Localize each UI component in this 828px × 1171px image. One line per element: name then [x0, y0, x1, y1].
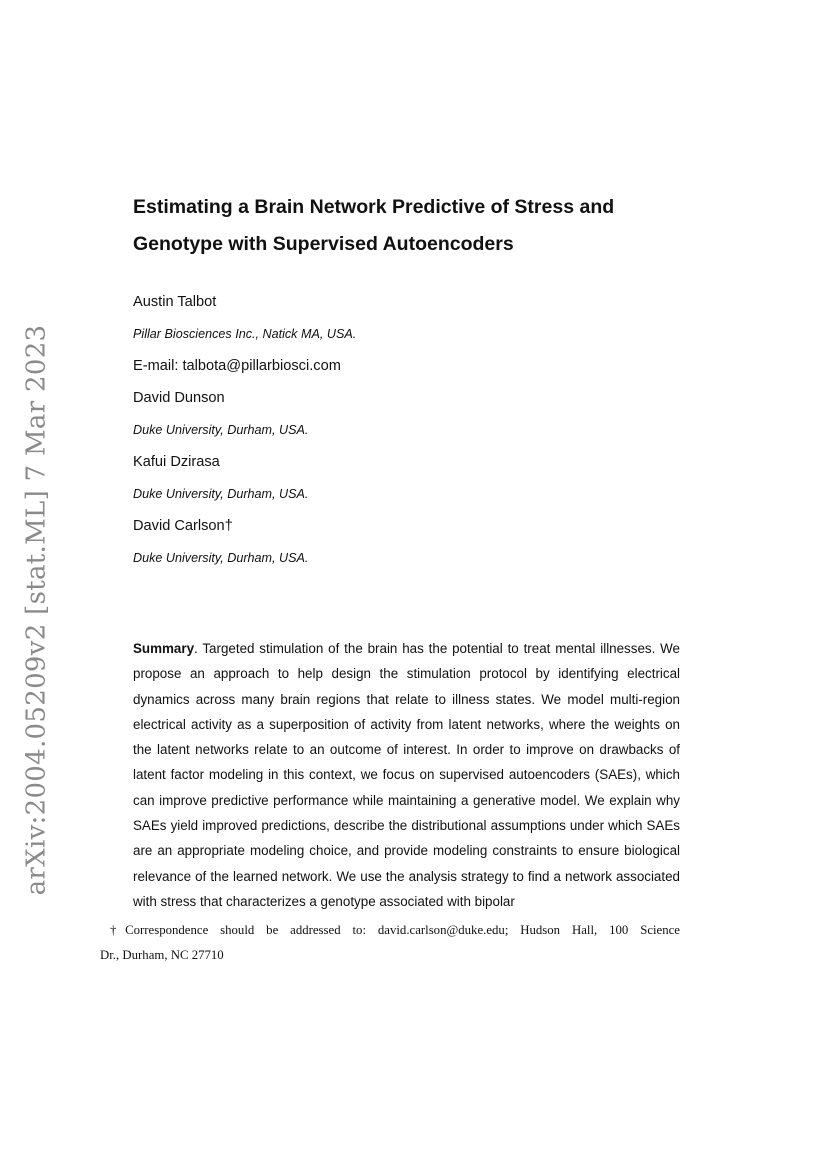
- arxiv-identifier-text: arXiv:2004.05209v2 [stat.ML] 7 Mar 2023: [21, 324, 51, 896]
- footnote-line-1: †Correspondence should be addressed to: david.carlson@duke.edu; Hudson Hall, 100 Science: [110, 923, 680, 937]
- footnote-line-2: Dr., Durham, NC 27710: [100, 948, 224, 962]
- author-affiliation: Duke University, Durham, USA.: [133, 551, 309, 565]
- author-affiliation: Pillar Biosciences Inc., Natick MA, USA.: [133, 327, 357, 341]
- paper-title-line-2: Genotype with Supervised Autoencoders: [133, 233, 514, 255]
- author-list: [133, 290, 693, 578]
- summary-paragraph: [133, 636, 680, 914]
- summary-label: Summary: [133, 641, 195, 656]
- author-name: Kafui Dzirasa: [133, 454, 220, 470]
- author-affiliation: Duke University, Durham, USA.: [133, 487, 309, 501]
- author-name: Austin Talbot: [133, 294, 217, 310]
- author-name: David Carlson†: [133, 518, 233, 534]
- author-name: David Dunson: [133, 390, 225, 406]
- correspondence-footnote: [100, 918, 680, 968]
- paper-title-line-1: Estimating a Brain Network Predictive of Stress and: [133, 196, 615, 218]
- author-email[interactable]: E-mail: talbota@pillarbiosci.com: [133, 358, 341, 374]
- author-affiliation: Duke University, Durham, USA.: [133, 423, 309, 437]
- summary-text: . Targeted stimulation of the brain has the potential to treat mental illnesses. We propose an approach to help design the stimulation protocol by identifying electrical dynamics across many brain regions that relate to illness states. We model multi-region electrical activity as a superposition of activity from latent networks, where the weights on the latent networks relate to an outcome of interest. In order to improve on drawbacks of latent factor modeling in this context, we focus on supervised autoencoders (SAEs), which can improve predictive performance while maintaining a generative model. We explain why SAEs yield improved predictions, describe the distributional assumptions under which SAEs are an appropriate modeling choice, and provide modeling constraints to ensure biological relevance of the learned network. We use the analysis strategy to find a network associated with stress that characterizes a genotype associated with bipolar: [133, 641, 680, 909]
- arxiv-identifier-stamp: [12, 324, 60, 896]
- paper-title: [133, 189, 693, 263]
